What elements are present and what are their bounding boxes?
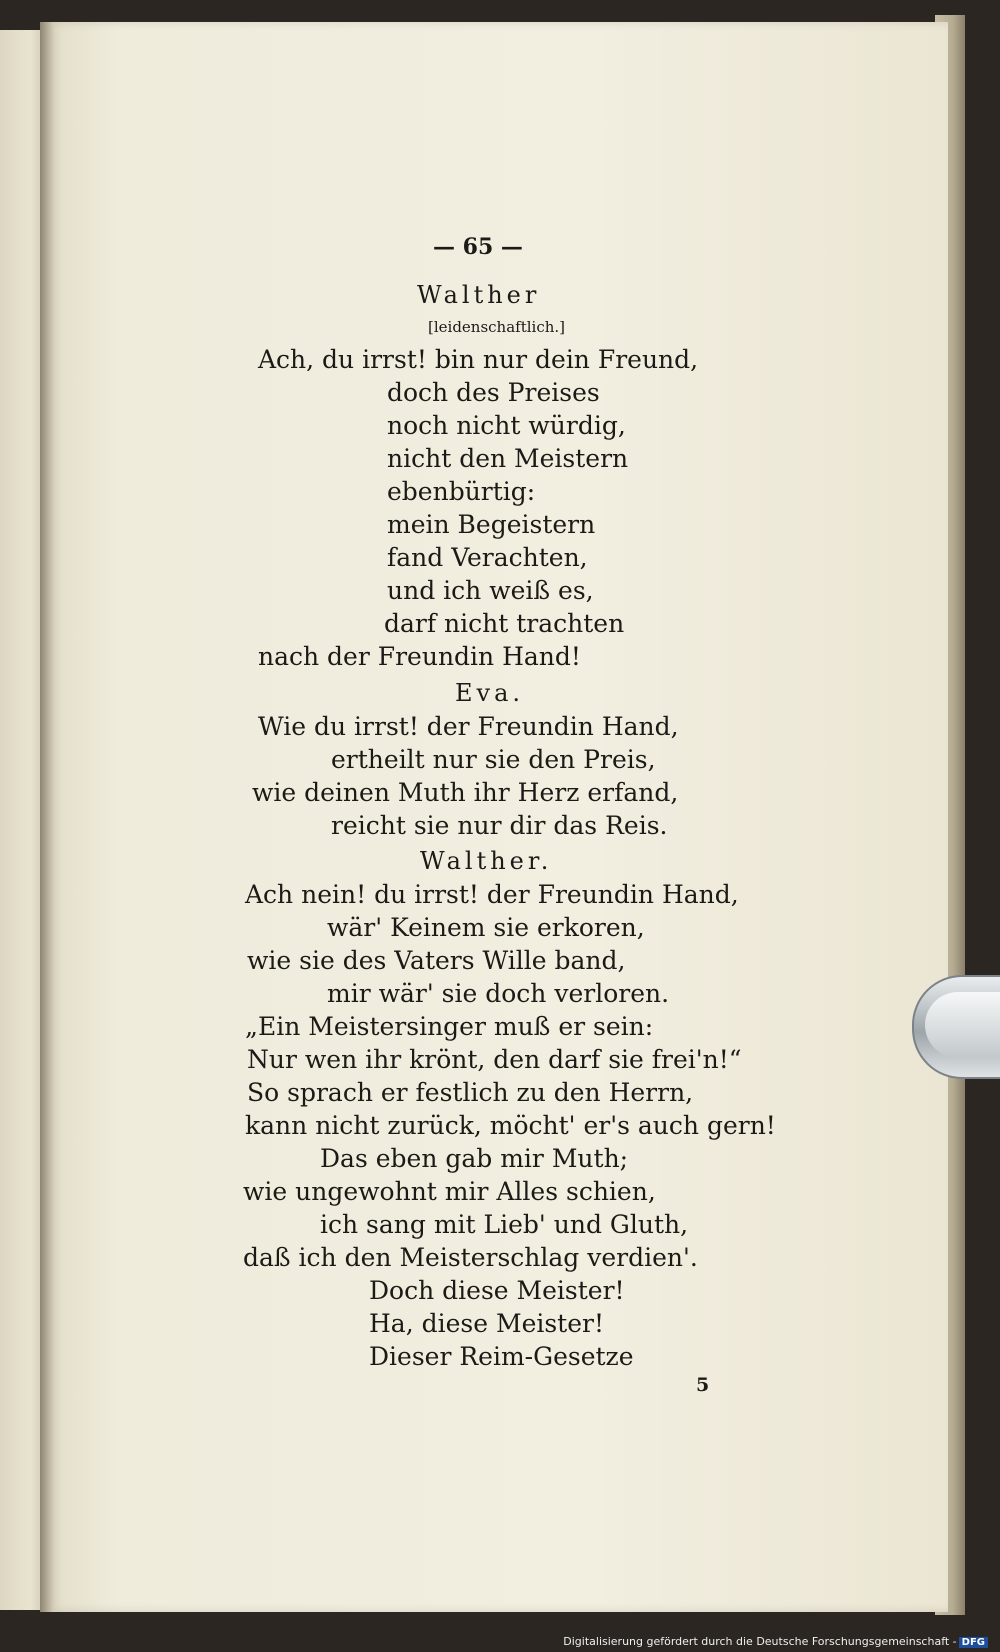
verse-line: nach der Freundin Hand! (258, 642, 581, 671)
verse-line: doch des Preises (387, 378, 600, 407)
verse-line: Ach, du irrst! bin nur dein Freund, (258, 345, 699, 374)
verse-line: reicht sie nur dir das Reis. (331, 811, 668, 840)
verse-line: darf nicht trachten (384, 609, 625, 638)
verse-line: nicht den Meistern (387, 444, 629, 473)
verse-line: Nur wen ihr krönt, den darf sie frei'n!“ (247, 1045, 742, 1074)
verse-line: mir wär' sie doch verloren. (327, 979, 670, 1008)
verse-line: Dieser Reim-Gesetze (369, 1342, 634, 1371)
verse-line: wie deinen Muth ihr Herz erfand, (252, 778, 679, 807)
signature-mark: 5 (696, 1374, 710, 1396)
verse-line: wär' Keinem sie erkoren, (327, 913, 645, 942)
verse-line: ebenbürtig: (387, 477, 536, 506)
verse-line: wie ungewohnt mir Alles schien, (243, 1177, 656, 1206)
verse-line: und ich weiß es, (387, 576, 594, 605)
verse-line: daß ich den Meisterschlag verdien'. (243, 1243, 698, 1272)
verse-line: Wie du irrst! der Freundin Hand, (258, 712, 679, 741)
dfg-logo: DFG (959, 1637, 988, 1648)
verse-line: „Ein Meistersinger muß er sein: (245, 1012, 654, 1041)
stage-direction: [leidenschaftlich.] (428, 318, 566, 336)
verse-line: Das eben gab mir Muth; (320, 1144, 629, 1173)
verse-line: wie sie des Vaters Wille band, (247, 946, 626, 975)
verse-line: Ach nein! du irrst! der Freundin Hand, (245, 880, 739, 909)
speaker-eva: Eva. (455, 679, 525, 707)
footer-text: Digitalisierung gefördert durch die Deutsche Forschungsgemeinschaft - (563, 1635, 957, 1648)
verse-line: Doch diese Meister! (369, 1276, 625, 1305)
verse-line: ich sang mit Lieb' und Gluth, (320, 1210, 689, 1239)
verse-line: noch nicht würdig, (387, 411, 626, 440)
verse-line: kann nicht zurück, möcht' er's auch gern! (245, 1111, 776, 1140)
verse-line: fand Verachten, (387, 543, 588, 572)
digitization-footer (563, 1635, 988, 1648)
verse-line: Ha, diese Meister! (369, 1309, 605, 1338)
page-number: — 65 — (433, 234, 523, 260)
verse-line: ertheilt nur sie den Preis, (331, 745, 656, 774)
speaker-walther: Walther (417, 281, 541, 309)
verse-line: So sprach er festlich zu den Herrn, (247, 1078, 694, 1107)
speaker-walther: Walther. (420, 847, 553, 875)
verse-line: mein Begeistern (387, 510, 596, 539)
